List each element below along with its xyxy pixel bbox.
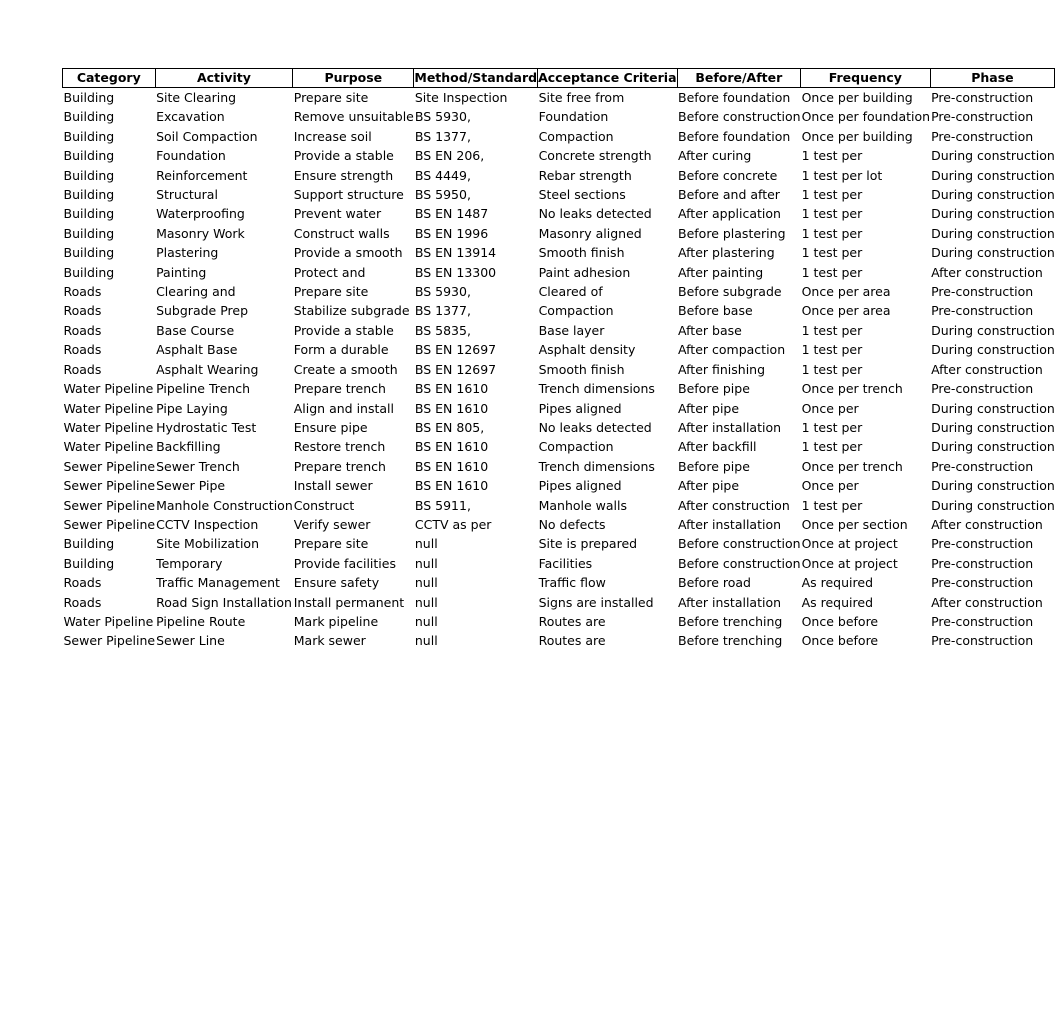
cell-purpose[interactable]: Restore trench [293, 439, 386, 455]
cell-phase[interactable]: During construction [931, 206, 1055, 222]
cell-category[interactable]: Water Pipeline [63, 400, 154, 416]
cell-frequency[interactable]: 1 test per lot [801, 167, 883, 183]
cell-purpose[interactable]: Prepare site [293, 284, 369, 300]
table-row [63, 534, 1055, 553]
cell-category[interactable]: Building [63, 148, 115, 164]
table-row [63, 185, 1055, 204]
cell-criteria[interactable]: Rebar strength [538, 167, 632, 183]
cell-method[interactable]: null [414, 633, 438, 649]
cell-before-after[interactable]: After installation [678, 516, 782, 532]
cell-method[interactable]: null [414, 613, 438, 629]
cell-frequency[interactable]: 1 test per [801, 245, 863, 261]
cell-phase[interactable]: Pre-construction [931, 109, 1034, 125]
cell-purpose[interactable]: Prepare site [293, 90, 369, 105]
cell-activity[interactable]: Asphalt Wearing [156, 361, 259, 377]
cell-category[interactable]: Sewer Pipeline [63, 633, 156, 649]
cell-before-after[interactable]: Before construction [678, 555, 801, 571]
cell-category[interactable]: Roads [63, 303, 102, 319]
cell-method[interactable]: BS 5911, [414, 497, 471, 513]
cell-frequency[interactable]: Once per section [801, 516, 908, 532]
table-row [63, 515, 1055, 534]
cell-category[interactable]: Water Pipeline [63, 419, 154, 435]
cell-criteria[interactable]: Compaction [538, 303, 614, 319]
cell-activity[interactable]: Site Mobilization [156, 536, 260, 552]
cell-frequency[interactable]: Once per [801, 478, 859, 494]
cell-category[interactable]: Building [63, 187, 115, 203]
cell-category[interactable]: Roads [63, 342, 102, 358]
cell-phase[interactable]: During construction [931, 478, 1055, 494]
cell-frequency[interactable]: 1 test per [801, 148, 863, 164]
cell-frequency[interactable]: Once per trench [801, 381, 903, 397]
table-row [63, 496, 1055, 515]
cell-before-after[interactable]: Before plastering [678, 225, 786, 241]
cell-criteria[interactable]: No leaks detected [538, 419, 652, 435]
cell-before-after[interactable]: Before concrete [678, 167, 778, 183]
cell-category[interactable]: Water Pipeline [63, 613, 154, 629]
cell-before-after[interactable]: After application [678, 206, 781, 222]
cell-purpose[interactable]: Provide a stable [293, 322, 394, 338]
cell-frequency[interactable]: 1 test per [801, 419, 863, 435]
cell-purpose[interactable]: Prevent water [293, 206, 382, 222]
cell-method[interactable]: BS EN 1487 [414, 206, 489, 222]
cell-criteria[interactable]: Smooth finish [538, 245, 625, 261]
header-activity[interactable]: Activity [155, 69, 293, 88]
cell-activity[interactable]: Asphalt Base [156, 342, 238, 358]
cell-activity[interactable]: Traffic Management [156, 575, 280, 591]
cell-purpose[interactable]: Provide facilities [293, 555, 396, 571]
cell-activity[interactable]: Pipeline Trench [156, 381, 251, 397]
table-row [63, 340, 1055, 359]
cell-before-after[interactable]: Before trenching [678, 613, 783, 629]
cell-criteria[interactable]: No defects [538, 516, 606, 532]
cell-method[interactable]: BS EN 13300 [414, 264, 497, 280]
header-acceptance-criteria[interactable]: Acceptance Criteria [538, 69, 677, 88]
cell-frequency[interactable]: Once per trench [801, 458, 903, 474]
cell-criteria[interactable]: Compaction [538, 128, 614, 144]
cell-before-after[interactable]: Before road [678, 575, 751, 591]
cell-frequency[interactable]: 1 test per [801, 322, 863, 338]
cell-purpose[interactable]: Support structure [293, 187, 404, 203]
cell-activity[interactable]: Sewer Line [156, 633, 225, 649]
cell-method[interactable]: null [414, 555, 438, 571]
cell-phase[interactable]: During construction [931, 167, 1055, 183]
cell-activity[interactable]: Masonry Work [156, 225, 245, 241]
cell-purpose[interactable]: Construct [293, 497, 355, 513]
cell-criteria[interactable]: Site is prepared [538, 536, 638, 552]
header-category[interactable]: Category [63, 69, 156, 88]
table-row [63, 107, 1055, 126]
table-row [63, 146, 1055, 165]
cell-phase[interactable]: During construction [931, 419, 1055, 435]
cell-before-after[interactable]: After base [678, 322, 742, 338]
table-row [63, 166, 1055, 185]
cell-before-after[interactable]: After curing [678, 148, 752, 164]
cell-before-after[interactable]: After installation [678, 594, 782, 610]
cell-purpose[interactable]: Create a smooth [293, 361, 398, 377]
cell-before-after[interactable]: Before foundation [678, 90, 791, 105]
cell-method[interactable]: BS 5930, [414, 109, 471, 125]
cell-phase[interactable]: After construction [931, 264, 1043, 280]
cell-phase[interactable]: Pre-construction [931, 284, 1034, 300]
cell-phase[interactable]: During construction [931, 225, 1055, 241]
cell-purpose[interactable]: Ensure strength [293, 167, 394, 183]
cell-phase[interactable]: Pre-construction [931, 536, 1034, 552]
cell-category[interactable]: Sewer Pipeline [63, 497, 156, 513]
cell-purpose[interactable]: Mark sewer [293, 633, 366, 649]
table-row [63, 418, 1055, 437]
cell-criteria[interactable]: Concrete strength [538, 148, 652, 164]
table-row [63, 127, 1055, 146]
cell-activity[interactable]: Temporary [156, 555, 223, 571]
cell-criteria[interactable]: Cleared of [538, 284, 603, 300]
cell-activity[interactable]: Manhole Construction [156, 497, 293, 513]
cell-criteria[interactable]: Base layer [538, 322, 605, 338]
cell-activity[interactable]: Excavation [156, 109, 225, 125]
cell-before-after[interactable]: Before base [678, 303, 753, 319]
cell-criteria[interactable]: Routes are [538, 613, 606, 629]
table-row [63, 457, 1055, 476]
cell-before-after[interactable]: Before and after [678, 187, 780, 203]
cell-before-after[interactable]: Before pipe [678, 381, 750, 397]
cell-purpose[interactable]: Align and install [293, 400, 394, 416]
cell-method[interactable]: BS 4449, [414, 167, 471, 183]
table-row [63, 379, 1055, 398]
cell-frequency[interactable]: Once per area [801, 303, 891, 319]
table-row [63, 437, 1055, 456]
header-method-standard[interactable]: Method/Standard [414, 69, 538, 88]
cell-phase[interactable]: During construction [931, 322, 1055, 338]
cell-purpose[interactable]: Install sewer [293, 478, 373, 494]
cell-criteria[interactable]: Masonry aligned [538, 225, 642, 241]
cell-method[interactable]: BS EN 1610 [414, 458, 489, 474]
cell-frequency[interactable]: 1 test per [801, 497, 863, 513]
cell-before-after[interactable]: After construction [678, 497, 790, 513]
cell-category[interactable]: Water Pipeline [63, 439, 154, 455]
table-row [63, 243, 1055, 262]
cell-activity[interactable]: Painting [156, 264, 207, 280]
cell-method[interactable]: BS EN 206, [414, 148, 485, 164]
cell-category[interactable]: Sewer Pipeline [63, 478, 156, 494]
cell-criteria[interactable]: Pipes aligned [538, 478, 622, 494]
cell-method[interactable]: BS EN 1610 [414, 478, 489, 494]
cell-method[interactable]: Site Inspection [414, 90, 508, 105]
cell-activity[interactable]: Backfilling [156, 439, 221, 455]
cell-before-after[interactable]: Before foundation [678, 128, 791, 144]
cell-before-after[interactable]: After finishing [678, 361, 766, 377]
cell-before-after[interactable]: After pipe [678, 400, 740, 416]
cell-category[interactable]: Building [63, 167, 115, 183]
cell-phase[interactable]: During construction [931, 439, 1055, 455]
cell-activity[interactable]: Pipe Laying [156, 400, 228, 416]
cell-method[interactable]: BS EN 1610 [414, 400, 489, 416]
cell-activity[interactable]: Sewer Pipe [156, 478, 226, 494]
cell-purpose[interactable]: Construct walls [293, 225, 390, 241]
cell-category[interactable]: Building [63, 109, 115, 125]
cell-activity[interactable]: CCTV Inspection [156, 516, 259, 532]
cell-frequency[interactable]: Once per building [801, 128, 913, 144]
cell-phase[interactable]: Pre-construction [931, 458, 1034, 474]
cell-phase[interactable]: Pre-construction [931, 633, 1034, 649]
cell-phase[interactable]: During construction [931, 497, 1055, 513]
cell-method[interactable]: BS EN 1610 [414, 381, 489, 397]
cell-phase[interactable]: During construction [931, 400, 1055, 416]
cell-frequency[interactable]: 1 test per [801, 206, 863, 222]
cell-activity[interactable]: Sewer Trench [156, 458, 240, 474]
cell-phase[interactable]: During construction [931, 342, 1055, 358]
cell-phase[interactable]: During construction [931, 148, 1055, 164]
table-row [63, 282, 1055, 301]
cell-phase[interactable]: After construction [931, 361, 1043, 377]
cell-category[interactable]: Roads [63, 322, 102, 338]
cell-purpose[interactable]: Provide a smooth [293, 245, 403, 261]
table-row [63, 88, 1055, 108]
cell-purpose[interactable]: Prepare trench [293, 381, 386, 397]
cell-category[interactable]: Sewer Pipeline [63, 516, 156, 532]
cell-criteria[interactable]: No leaks detected [538, 206, 652, 222]
cell-purpose[interactable]: Prepare trench [293, 458, 386, 474]
cell-criteria[interactable]: Facilities [538, 555, 593, 571]
cell-method[interactable]: BS 5835, [414, 322, 471, 338]
cell-before-after[interactable]: Before construction [678, 536, 801, 552]
cell-activity[interactable]: Pipeline Route [156, 613, 246, 629]
header-frequency[interactable]: Frequency [801, 69, 930, 88]
cell-category[interactable]: Building [63, 536, 115, 552]
cell-phase[interactable]: Pre-construction [931, 90, 1034, 105]
cell-criteria[interactable]: Traffic flow [538, 575, 606, 591]
cell-category[interactable]: Sewer Pipeline [63, 458, 156, 474]
cell-phase[interactable]: Pre-construction [931, 303, 1034, 319]
cell-category[interactable]: Building [63, 90, 115, 105]
cell-purpose[interactable]: Ensure safety [293, 575, 380, 591]
cell-phase[interactable]: Pre-construction [931, 381, 1034, 397]
cell-phase[interactable]: Pre-construction [931, 555, 1034, 571]
cell-phase[interactable]: Pre-construction [931, 613, 1034, 629]
cell-method[interactable]: null [414, 536, 438, 552]
cell-purpose[interactable]: Form a durable [293, 342, 389, 358]
table-row [63, 204, 1055, 223]
header-phase[interactable]: Phase [930, 69, 1055, 88]
table-row [63, 360, 1055, 379]
table-row [63, 301, 1055, 320]
cell-category[interactable]: Roads [63, 594, 102, 610]
cell-category[interactable]: Building [63, 128, 115, 144]
cell-method[interactable]: BS EN 805, [414, 419, 485, 435]
cell-category[interactable]: Water Pipeline [63, 381, 154, 397]
cell-phase[interactable]: During construction [931, 187, 1055, 203]
cell-criteria[interactable]: Manhole walls [538, 497, 627, 513]
cell-frequency[interactable]: 1 test per [801, 225, 863, 241]
cell-activity[interactable]: Foundation [156, 148, 226, 164]
cell-frequency[interactable]: Once at project [801, 555, 898, 571]
cell-method[interactable]: null [414, 575, 438, 591]
cell-before-after[interactable]: After pipe [678, 478, 740, 494]
cell-before-after[interactable]: After plastering [678, 245, 775, 261]
table-body [63, 88, 1055, 651]
table-row [63, 224, 1055, 243]
cell-purpose[interactable]: Prepare site [293, 536, 369, 552]
cell-activity[interactable]: Road Sign Installation [156, 594, 292, 610]
cell-phase[interactable]: During construction [931, 245, 1055, 261]
cell-purpose[interactable]: Provide a stable [293, 148, 394, 164]
cell-activity[interactable]: Waterproofing [156, 206, 245, 222]
cell-purpose[interactable]: Mark pipeline [293, 613, 379, 629]
cell-frequency[interactable]: Once per [801, 400, 859, 416]
cell-method[interactable]: BS EN 12697 [414, 342, 497, 358]
header-row [63, 69, 1055, 88]
cell-method[interactable]: BS 1377, [414, 128, 471, 144]
header-before-after[interactable]: Before/After [677, 69, 801, 88]
cell-before-after[interactable]: After painting [678, 264, 764, 280]
cell-category[interactable]: Roads [63, 361, 102, 377]
cell-purpose[interactable]: Verify sewer [293, 516, 371, 532]
cell-method[interactable]: null [414, 594, 438, 610]
cell-method[interactable]: BS 1377, [414, 303, 471, 319]
cell-frequency[interactable]: Once per foundation [801, 109, 931, 125]
cell-activity[interactable]: Base Course [156, 322, 235, 338]
cell-frequency[interactable]: 1 test per [801, 361, 863, 377]
cell-criteria[interactable]: Paint adhesion [538, 264, 631, 280]
cell-method[interactable]: BS EN 1610 [414, 439, 489, 455]
cell-frequency[interactable]: Once before [801, 633, 879, 649]
cell-frequency[interactable]: 1 test per [801, 264, 863, 280]
cell-category[interactable]: Building [63, 206, 115, 222]
cell-criteria[interactable]: Asphalt density [538, 342, 636, 358]
cell-activity[interactable]: Structural [156, 187, 218, 203]
table-header [63, 69, 1055, 88]
cell-category[interactable]: Roads [63, 284, 102, 300]
cell-activity[interactable]: Soil Compaction [156, 128, 258, 144]
cell-phase[interactable]: After construction [931, 516, 1043, 532]
cell-frequency[interactable]: As required [801, 594, 874, 610]
cell-criteria[interactable]: Steel sections [538, 187, 626, 203]
cell-method[interactable]: CCTV as per [414, 516, 492, 532]
cell-purpose[interactable]: Protect and [293, 264, 366, 280]
cell-criteria[interactable]: Pipes aligned [538, 400, 622, 416]
cell-method[interactable]: BS EN 1996 [414, 225, 489, 241]
header-purpose[interactable]: Purpose [293, 69, 414, 88]
cell-phase[interactable]: After construction [931, 594, 1043, 610]
cell-before-after[interactable]: Before construction [678, 109, 801, 125]
cell-purpose[interactable]: Ensure pipe [293, 419, 368, 435]
table-row [63, 554, 1055, 573]
cell-activity[interactable]: Subgrade Prep [156, 303, 249, 319]
cell-method[interactable]: BS EN 12697 [414, 361, 497, 377]
cell-criteria[interactable]: Site free from [538, 90, 625, 105]
cell-category[interactable]: Roads [63, 575, 102, 591]
table-row [63, 321, 1055, 340]
cell-method[interactable]: BS 5950, [414, 187, 471, 203]
cell-phase[interactable]: Pre-construction [931, 128, 1034, 144]
cell-category[interactable]: Building [63, 555, 115, 571]
table-row [63, 476, 1055, 495]
table-row [63, 573, 1055, 592]
cell-phase[interactable]: Pre-construction [931, 575, 1034, 591]
cell-purpose[interactable]: Stabilize subgrade [293, 303, 410, 319]
cell-purpose[interactable]: Increase soil [293, 128, 372, 144]
cell-criteria[interactable]: Routes are [538, 633, 606, 649]
cell-frequency[interactable]: 1 test per [801, 342, 863, 358]
cell-frequency[interactable]: 1 test per [801, 439, 863, 455]
cell-frequency[interactable]: Once at project [801, 536, 898, 552]
table-row [63, 631, 1055, 650]
cell-frequency[interactable]: As required [801, 575, 874, 591]
cell-before-after[interactable]: Before subgrade [678, 284, 782, 300]
cell-frequency[interactable]: Once per building [801, 90, 913, 105]
cell-criteria[interactable]: Trench dimensions [538, 381, 655, 397]
cell-before-after[interactable]: After installation [678, 419, 782, 435]
cell-purpose[interactable]: Install permanent [293, 594, 405, 610]
cell-method[interactable]: BS EN 13914 [414, 245, 497, 261]
cell-frequency[interactable]: Once per area [801, 284, 891, 300]
cell-activity[interactable]: Hydrostatic Test [156, 419, 257, 435]
cell-criteria[interactable]: Compaction [538, 439, 614, 455]
cell-purpose[interactable]: Remove unsuitable [293, 109, 414, 125]
spreadsheet-table [62, 68, 1055, 651]
cell-category[interactable]: Building [63, 264, 115, 280]
cell-activity[interactable]: Plastering [156, 245, 219, 261]
cell-activity[interactable]: Clearing and [156, 284, 236, 300]
cell-category[interactable]: Building [63, 245, 115, 261]
cell-activity[interactable]: Site Clearing [156, 90, 237, 105]
cell-before-after[interactable]: After compaction [678, 342, 786, 358]
table-row [63, 263, 1055, 282]
cell-criteria[interactable]: Foundation [538, 109, 609, 125]
cell-criteria[interactable]: Trench dimensions [538, 458, 655, 474]
cell-category[interactable]: Building [63, 225, 115, 241]
cell-frequency[interactable]: 1 test per [801, 187, 863, 203]
cell-criteria[interactable]: Signs are installed [538, 594, 654, 610]
cell-criteria[interactable]: Smooth finish [538, 361, 625, 377]
cell-before-after[interactable]: After backfill [678, 439, 757, 455]
cell-frequency[interactable]: Once before [801, 613, 879, 629]
cell-method[interactable]: BS 5930, [414, 284, 471, 300]
table-row [63, 593, 1055, 612]
table-row [63, 399, 1055, 418]
table-row [63, 612, 1055, 631]
cell-before-after[interactable]: Before pipe [678, 458, 750, 474]
cell-before-after[interactable]: Before trenching [678, 633, 783, 649]
cell-activity[interactable]: Reinforcement [156, 167, 248, 183]
